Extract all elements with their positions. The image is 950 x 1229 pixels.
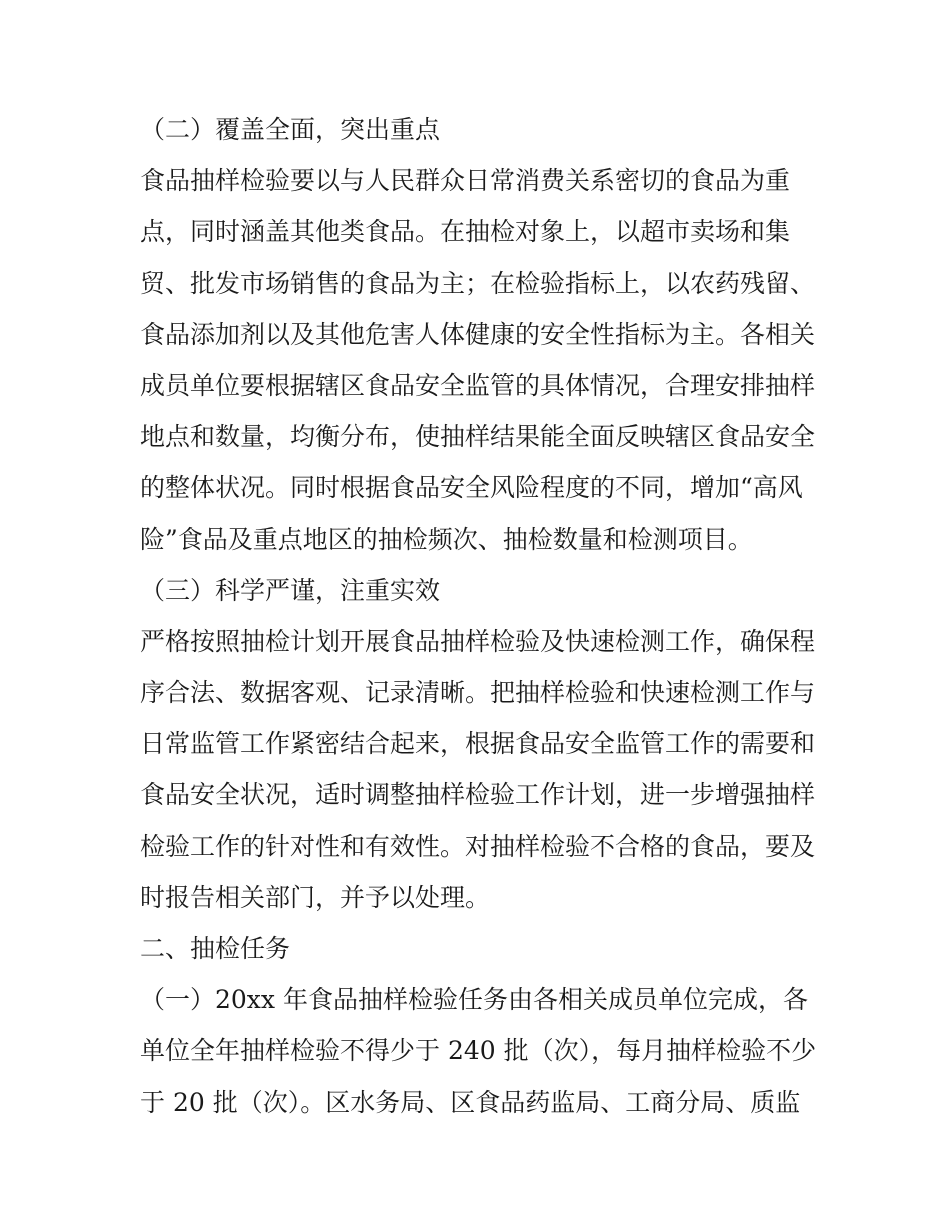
paragraph-line: 序合法、数据客观、记录清晰。把抽样检验和快速检测工作与 — [140, 678, 816, 708]
paragraph-line: 检验工作的针对性和有效性。对抽样检验不合格的食品，要及 — [140, 831, 816, 861]
section-heading-rigor: （三）科学严谨，注重实效 — [140, 575, 441, 605]
paragraph-line: 成员单位要根据辖区食品安全监管的具体情况，合理安排抽样 — [140, 370, 816, 400]
paragraph-line: 于 20 批（次）。区水务局、区食品药监局、工商分局、质监 — [140, 1087, 801, 1117]
section-heading-coverage: （二）覆盖全面，突出重点 — [140, 115, 441, 144]
paragraph-line: 食品安全状况，适时调整抽样检验工作计划，进一步增强抽样 — [140, 780, 816, 810]
section-heading-tasks: 二、抽检任务 — [140, 934, 291, 963]
paragraph-line: 贸、批发市场销售的食品为主；在检验指标上，以农药残留、 — [140, 268, 816, 298]
paragraph-line: （一）20xx 年食品抽样检验任务由各相关成员单位完成，各 — [140, 985, 808, 1015]
paragraph-line: 的整体状况。同时根据食品安全风险程度的不同，增加“高风 — [140, 473, 803, 503]
paragraph-line: 险”食品及重点地区的抽检频次、抽检数量和检测项目。 — [140, 524, 753, 554]
paragraph-line: 食品抽样检验要以与人民群众日常消费关系密切的食品为重 — [140, 166, 791, 196]
paragraph-line: 单位全年抽样检验不得少于 240 批（次），每月抽样检验不少 — [140, 1036, 817, 1066]
paragraph-line: 时报告相关部门，并予以处理。 — [140, 882, 491, 912]
paragraph-line: 食品添加剂以及其他危害人体健康的安全性指标为主。各相关 — [140, 319, 816, 349]
document-body — [140, 104, 820, 1128]
paragraph-line: 日常监管工作紧密结合起来，根据食品安全监管工作的需要和 — [140, 729, 816, 759]
paragraph-line: 点，同时涵盖其他类食品。在抽检对象上，以超市卖场和集 — [140, 217, 791, 247]
paragraph-line: 地点和数量，均衡分布，使抽样结果能全面反映辖区食品安全 — [140, 422, 816, 452]
paragraph-line: 严格按照抽检计划开展食品抽样检验及快速检测工作，确保程 — [140, 626, 816, 656]
